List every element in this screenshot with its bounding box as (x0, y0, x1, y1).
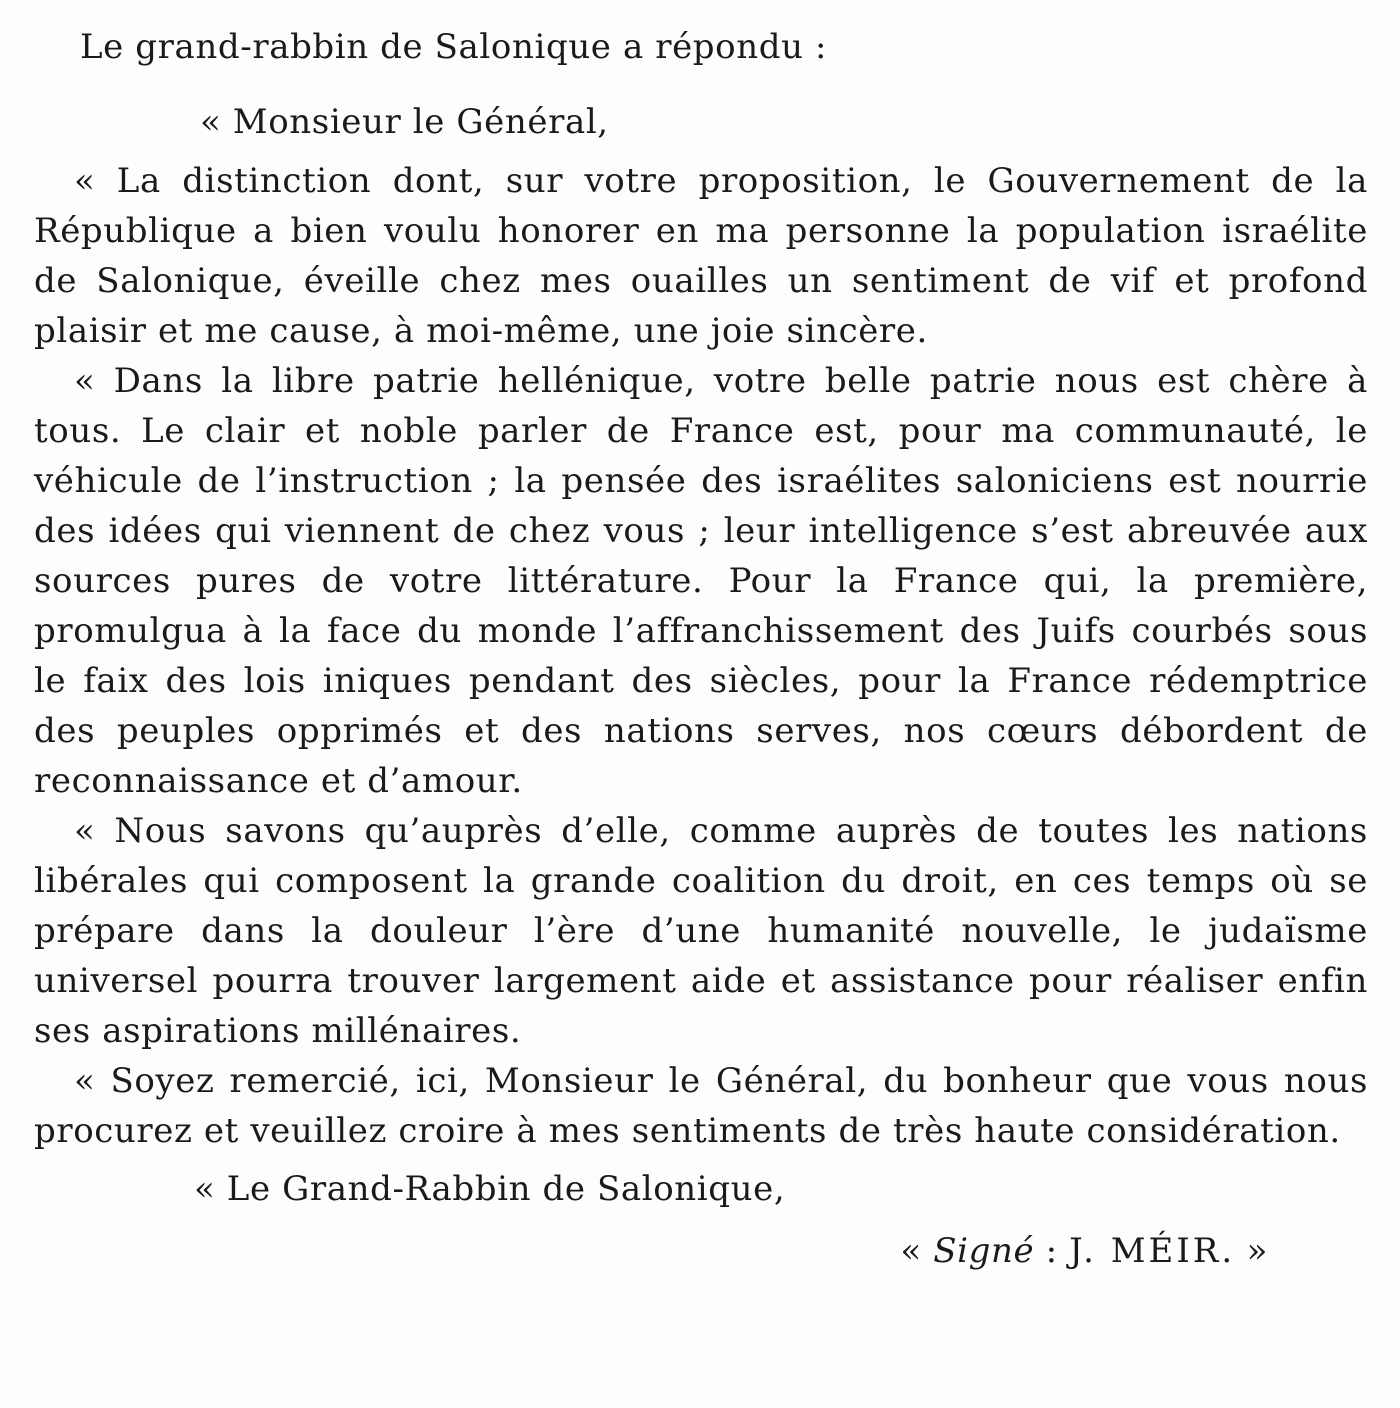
letter-signature (34, 1226, 1368, 1276)
letter-salutation: « Monsieur le Général, (200, 102, 609, 142)
letter-paragraph-3: « Nous savons qu’auprès d’elle, comme auprès de toutes les nations libérales qui composent la grande coalition du droit, en ces temps où se prépare dans la douleur l’ère d’une humanité nouvelle, le judaïsme universel pourra trouver largement aide et assistance pour réaliser enfin ses aspirations millénaires. (34, 811, 1368, 1051)
letter-paragraph-2: « Dans la libre patrie hellénique, votre belle patrie nous est chère à tous. Le clair et noble parler de France est, pour ma communauté, le véhicule de l’instruction ; la pensée des israélites saloniciens est nourrie des idées qui viennent de chez vous ; leur intelligence s’est abreuvée aux sources pures de votre littérature. Pour la France qui, la première, promulgua à la face du monde l’affranchissement des Juifs courbés sous le faix des lois iniques pendant des siècles, pour la France rédemptrice des peuples opprimés et des nations serves, nos cœurs débordent de reconnaissance et d’amour. (34, 361, 1368, 801)
signature-separator: : (1045, 1231, 1058, 1271)
letter-paragraph-4: « Soyez remercié, ici, Monsieur le Général, du bonheur que vous nous procurez et veuillez croire à mes sentiments de très haute considération. (34, 1061, 1368, 1151)
letter-closing: « Le Grand-Rabbin de Salonique, (194, 1169, 786, 1209)
letter-paragraph-1: « La distinction dont, sur votre proposition, le Gouvernement de la République a bien voulu honorer en ma personne la population israélite de Salonique, éveille chez mes ouailles un sentiment de vif et profond plaisir et me cause, à moi-même, une joie sincère. (34, 161, 1368, 351)
signature-open-quote: « (900, 1231, 922, 1271)
intro-line: Le grand-rabbin de Salonique a répondu : (80, 27, 828, 67)
signature-name: J. MÉIR. (1069, 1231, 1236, 1271)
signature-label: Signé (933, 1231, 1035, 1271)
signature-close-quote: » (1246, 1231, 1268, 1271)
